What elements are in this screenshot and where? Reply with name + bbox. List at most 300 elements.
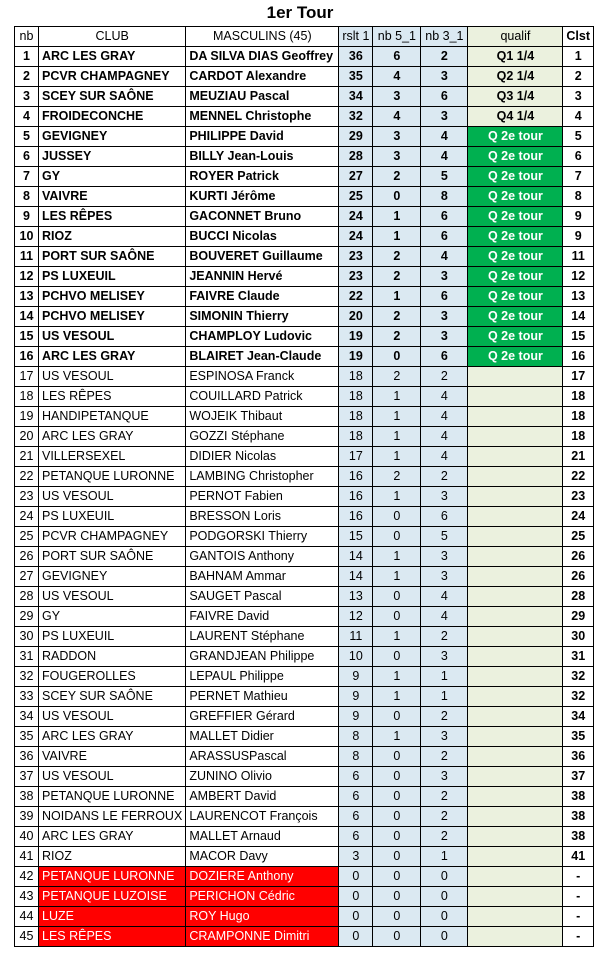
cell-rslt: 17	[339, 447, 373, 467]
cell-nb: 28	[15, 587, 39, 607]
cell-nb: 45	[15, 927, 39, 947]
cell-nb: 33	[15, 687, 39, 707]
header-nb3: nb 3_1	[421, 27, 468, 47]
cell-qualif	[468, 547, 563, 567]
cell-nb5: 1	[373, 627, 421, 647]
cell-nb5: 0	[373, 807, 421, 827]
cell-nb: 21	[15, 447, 39, 467]
cell-clst: 16	[563, 347, 594, 367]
cell-qualif	[468, 567, 563, 587]
cell-nb3: 4	[421, 147, 468, 167]
cell-clst: 38	[563, 787, 594, 807]
cell-clst: 32	[563, 687, 594, 707]
cell-rslt: 6	[339, 827, 373, 847]
header-nb5: nb 5_1	[373, 27, 421, 47]
cell-qualif	[468, 647, 563, 667]
cell-name: LAMBING Christopher	[186, 467, 339, 487]
header-masculins: MASCULINS (45)	[186, 27, 339, 47]
cell-nb3: 2	[421, 787, 468, 807]
header-nb: nb	[15, 27, 39, 47]
cell-nb: 24	[15, 507, 39, 527]
table-row	[15, 607, 594, 627]
cell-nb3: 6	[421, 287, 468, 307]
cell-club: GY	[39, 607, 186, 627]
cell-qualif: Q 2e tour	[468, 167, 563, 187]
cell-nb: 17	[15, 367, 39, 387]
cell-qualif	[468, 927, 563, 947]
cell-qualif: Q 2e tour	[468, 187, 563, 207]
table-header	[15, 27, 594, 47]
cell-clst: 31	[563, 647, 594, 667]
cell-club: PORT SUR SAÔNE	[39, 547, 186, 567]
table-row	[15, 647, 594, 667]
cell-nb3: 0	[421, 927, 468, 947]
cell-name: GOZZI Stéphane	[186, 427, 339, 447]
cell-rslt: 18	[339, 427, 373, 447]
cell-nb: 31	[15, 647, 39, 667]
cell-clst: -	[563, 927, 594, 947]
table-row	[15, 227, 594, 247]
table-row	[15, 67, 594, 87]
cell-nb: 35	[15, 727, 39, 747]
cell-nb3: 2	[421, 747, 468, 767]
cell-rslt: 8	[339, 747, 373, 767]
cell-nb3: 6	[421, 507, 468, 527]
cell-name: MENNEL Christophe	[186, 107, 339, 127]
cell-clst: -	[563, 867, 594, 887]
cell-nb5: 1	[373, 567, 421, 587]
cell-nb3: 3	[421, 767, 468, 787]
cell-nb3: 4	[421, 247, 468, 267]
cell-rslt: 18	[339, 387, 373, 407]
table-row	[15, 747, 594, 767]
cell-nb3: 1	[421, 687, 468, 707]
cell-nb: 27	[15, 567, 39, 587]
cell-club: PCVR CHAMPAGNEY	[39, 527, 186, 547]
table-row	[15, 367, 594, 387]
cell-clst: 26	[563, 567, 594, 587]
table-row	[15, 887, 594, 907]
cell-nb3: 4	[421, 447, 468, 467]
cell-nb5: 0	[373, 887, 421, 907]
cell-name: ARASSUSPascal	[186, 747, 339, 767]
cell-name: DOZIERE Anthony	[186, 867, 339, 887]
cell-name: LAURENT Stéphane	[186, 627, 339, 647]
cell-nb5: 1	[373, 287, 421, 307]
cell-club: ARC LES GRAY	[39, 727, 186, 747]
table-row	[15, 287, 594, 307]
cell-nb: 39	[15, 807, 39, 827]
cell-rslt: 36	[339, 47, 373, 67]
cell-nb3: 2	[421, 627, 468, 647]
cell-nb5: 2	[373, 307, 421, 327]
cell-clst: 8	[563, 187, 594, 207]
cell-club: PETANQUE LURONNE	[39, 787, 186, 807]
cell-nb: 32	[15, 667, 39, 687]
table-row	[15, 587, 594, 607]
cell-club: ARC LES GRAY	[39, 827, 186, 847]
cell-name: ESPINOSA Franck	[186, 367, 339, 387]
cell-qualif	[468, 867, 563, 887]
cell-qualif	[468, 887, 563, 907]
cell-nb: 37	[15, 767, 39, 787]
cell-nb3: 3	[421, 727, 468, 747]
table-row	[15, 307, 594, 327]
table-row	[15, 387, 594, 407]
cell-name: GRANDJEAN Philippe	[186, 647, 339, 667]
cell-nb5: 2	[373, 327, 421, 347]
cell-club: GEVIGNEY	[39, 127, 186, 147]
cell-nb5: 0	[373, 607, 421, 627]
cell-club: PS LUXEUIL	[39, 267, 186, 287]
cell-nb3: 3	[421, 327, 468, 347]
cell-nb3: 4	[421, 127, 468, 147]
cell-clst: -	[563, 907, 594, 927]
cell-qualif: Q1 1/4	[468, 47, 563, 67]
cell-nb3: 3	[421, 267, 468, 287]
table-row	[15, 667, 594, 687]
cell-club: PCHVO MELISEY	[39, 287, 186, 307]
cell-club: RIOZ	[39, 847, 186, 867]
cell-nb5: 3	[373, 127, 421, 147]
table-row	[15, 167, 594, 187]
cell-name: ROY Hugo	[186, 907, 339, 927]
cell-clst: 21	[563, 447, 594, 467]
cell-name: CHAMPLOY Ludovic	[186, 327, 339, 347]
cell-rslt: 0	[339, 887, 373, 907]
cell-nb3: 3	[421, 487, 468, 507]
cell-club: GEVIGNEY	[39, 567, 186, 587]
cell-club: US VESOUL	[39, 707, 186, 727]
cell-nb: 19	[15, 407, 39, 427]
cell-clst: 38	[563, 827, 594, 847]
table-row	[15, 567, 594, 587]
cell-nb5: 0	[373, 787, 421, 807]
cell-nb5: 1	[373, 667, 421, 687]
cell-nb: 3	[15, 87, 39, 107]
cell-nb5: 1	[373, 687, 421, 707]
cell-club: LUZE	[39, 907, 186, 927]
cell-nb3: 4	[421, 387, 468, 407]
cell-club: SCEY SUR SAÔNE	[39, 687, 186, 707]
cell-name: DA SILVA DIAS Geoffrey	[186, 47, 339, 67]
cell-clst: 41	[563, 847, 594, 867]
cell-nb5: 3	[373, 87, 421, 107]
cell-name: CARDOT Alexandre	[186, 67, 339, 87]
cell-nb3: 1	[421, 847, 468, 867]
cell-nb3: 4	[421, 407, 468, 427]
cell-nb3: 2	[421, 827, 468, 847]
cell-nb: 16	[15, 347, 39, 367]
cell-nb: 29	[15, 607, 39, 627]
cell-rslt: 11	[339, 627, 373, 647]
cell-clst: 3	[563, 87, 594, 107]
cell-nb: 6	[15, 147, 39, 167]
cell-nb5: 0	[373, 347, 421, 367]
cell-nb: 14	[15, 307, 39, 327]
cell-nb5: 0	[373, 847, 421, 867]
cell-nb: 7	[15, 167, 39, 187]
cell-nb3: 3	[421, 307, 468, 327]
cell-name: MALLET Didier	[186, 727, 339, 747]
cell-clst: 6	[563, 147, 594, 167]
cell-nb3: 3	[421, 547, 468, 567]
cell-rslt: 28	[339, 147, 373, 167]
cell-nb3: 2	[421, 367, 468, 387]
cell-nb5: 0	[373, 647, 421, 667]
cell-club: ARC LES GRAY	[39, 427, 186, 447]
header-qualif: qualif	[468, 27, 563, 47]
cell-nb: 4	[15, 107, 39, 127]
cell-qualif	[468, 747, 563, 767]
cell-nb3: 8	[421, 187, 468, 207]
cell-clst: 23	[563, 487, 594, 507]
cell-rslt: 3	[339, 847, 373, 867]
cell-club: ARC LES GRAY	[39, 347, 186, 367]
table-row	[15, 727, 594, 747]
table-row	[15, 507, 594, 527]
cell-nb5: 0	[373, 867, 421, 887]
cell-club: PETANQUE LURONNE	[39, 467, 186, 487]
cell-club: VAIVRE	[39, 747, 186, 767]
cell-clst: 34	[563, 707, 594, 727]
cell-rslt: 14	[339, 567, 373, 587]
cell-club: US VESOUL	[39, 367, 186, 387]
table-row	[15, 87, 594, 107]
cell-nb5: 2	[373, 247, 421, 267]
cell-clst: 12	[563, 267, 594, 287]
cell-name: BILLY Jean-Louis	[186, 147, 339, 167]
cell-qualif: Q 2e tour	[468, 247, 563, 267]
cell-clst: 17	[563, 367, 594, 387]
cell-clst: 1	[563, 47, 594, 67]
cell-nb5: 1	[373, 727, 421, 747]
cell-clst: 18	[563, 407, 594, 427]
cell-nb5: 0	[373, 707, 421, 727]
cell-rslt: 0	[339, 907, 373, 927]
cell-clst: 15	[563, 327, 594, 347]
results-table	[14, 26, 594, 947]
cell-nb: 15	[15, 327, 39, 347]
cell-name: BLAIRET Jean-Claude	[186, 347, 339, 367]
cell-clst: 9	[563, 227, 594, 247]
cell-nb3: 5	[421, 527, 468, 547]
header-rslt: rslt 1	[339, 27, 373, 47]
cell-nb5: 1	[373, 487, 421, 507]
cell-qualif	[468, 507, 563, 527]
cell-name: LAURENCOT François	[186, 807, 339, 827]
table-row	[15, 527, 594, 547]
cell-rslt: 6	[339, 787, 373, 807]
cell-qualif	[468, 487, 563, 507]
cell-qualif	[468, 627, 563, 647]
cell-clst: 29	[563, 607, 594, 627]
cell-nb: 41	[15, 847, 39, 867]
cell-rslt: 27	[339, 167, 373, 187]
cell-club: FOUGEROLLES	[39, 667, 186, 687]
table-row	[15, 447, 594, 467]
cell-clst: 18	[563, 427, 594, 447]
cell-rslt: 6	[339, 767, 373, 787]
cell-club: HANDIPETANQUE	[39, 407, 186, 427]
cell-qualif	[468, 707, 563, 727]
cell-qualif: Q4 1/4	[468, 107, 563, 127]
cell-nb: 26	[15, 547, 39, 567]
cell-nb3: 5	[421, 167, 468, 187]
table-row	[15, 267, 594, 287]
cell-name: PERNOT Fabien	[186, 487, 339, 507]
cell-qualif	[468, 767, 563, 787]
cell-qualif	[468, 847, 563, 867]
cell-name: PERNET Mathieu	[186, 687, 339, 707]
table-row	[15, 327, 594, 347]
cell-qualif	[468, 807, 563, 827]
cell-name: FAIVRE Claude	[186, 287, 339, 307]
cell-club: PCVR CHAMPAGNEY	[39, 67, 186, 87]
cell-club: SCEY SUR SAÔNE	[39, 87, 186, 107]
cell-club: PS LUXEUIL	[39, 627, 186, 647]
cell-nb5: 6	[373, 47, 421, 67]
cell-nb3: 2	[421, 467, 468, 487]
cell-nb3: 3	[421, 647, 468, 667]
cell-clst: 24	[563, 507, 594, 527]
cell-nb5: 0	[373, 587, 421, 607]
cell-rslt: 22	[339, 287, 373, 307]
header-clst: Clst	[563, 27, 594, 47]
cell-clst: -	[563, 887, 594, 907]
table-row	[15, 47, 594, 67]
cell-nb3: 2	[421, 707, 468, 727]
cell-nb5: 1	[373, 447, 421, 467]
cell-rslt: 16	[339, 487, 373, 507]
cell-club: VILLERSEXEL	[39, 447, 186, 467]
cell-clst: 13	[563, 287, 594, 307]
table-row	[15, 147, 594, 167]
cell-rslt: 34	[339, 87, 373, 107]
cell-name: KURTI Jérôme	[186, 187, 339, 207]
cell-nb5: 0	[373, 767, 421, 787]
cell-nb5: 2	[373, 467, 421, 487]
cell-clst: 5	[563, 127, 594, 147]
table-row	[15, 707, 594, 727]
cell-nb: 38	[15, 787, 39, 807]
cell-rslt: 9	[339, 707, 373, 727]
cell-nb: 18	[15, 387, 39, 407]
cell-nb5: 0	[373, 747, 421, 767]
cell-name: BRESSON Loris	[186, 507, 339, 527]
cell-nb3: 0	[421, 887, 468, 907]
cell-rslt: 15	[339, 527, 373, 547]
table-row	[15, 187, 594, 207]
cell-nb: 25	[15, 527, 39, 547]
cell-qualif: Q 2e tour	[468, 347, 563, 367]
cell-rslt: 8	[339, 727, 373, 747]
cell-nb5: 0	[373, 907, 421, 927]
cell-rslt: 16	[339, 467, 373, 487]
cell-nb5: 2	[373, 367, 421, 387]
cell-rslt: 14	[339, 547, 373, 567]
cell-nb3: 3	[421, 107, 468, 127]
cell-nb: 42	[15, 867, 39, 887]
cell-nb5: 0	[373, 827, 421, 847]
cell-nb5: 3	[373, 147, 421, 167]
cell-name: PERICHON Cédric	[186, 887, 339, 907]
cell-name: GANTOIS Anthony	[186, 547, 339, 567]
cell-qualif: Q3 1/4	[468, 87, 563, 107]
cell-nb: 13	[15, 287, 39, 307]
cell-rslt: 10	[339, 647, 373, 667]
cell-clst: 37	[563, 767, 594, 787]
header-club: CLUB	[39, 27, 186, 47]
cell-nb5: 0	[373, 507, 421, 527]
cell-name: BUCCI Nicolas	[186, 227, 339, 247]
cell-clst: 2	[563, 67, 594, 87]
table-row	[15, 247, 594, 267]
cell-rslt: 20	[339, 307, 373, 327]
cell-qualif	[468, 667, 563, 687]
cell-rslt: 24	[339, 227, 373, 247]
cell-rslt: 23	[339, 267, 373, 287]
cell-nb: 1	[15, 47, 39, 67]
table-row	[15, 127, 594, 147]
cell-nb5: 1	[373, 407, 421, 427]
cell-qualif	[468, 467, 563, 487]
page-title: 1er Tour	[266, 3, 334, 22]
cell-club: RIOZ	[39, 227, 186, 247]
cell-rslt: 19	[339, 327, 373, 347]
table-row	[15, 847, 594, 867]
cell-qualif: Q 2e tour	[468, 287, 563, 307]
cell-rslt: 29	[339, 127, 373, 147]
cell-name: MEUZIAU Pascal	[186, 87, 339, 107]
table-row	[15, 767, 594, 787]
cell-clst: 4	[563, 107, 594, 127]
cell-nb3: 6	[421, 207, 468, 227]
cell-qualif	[468, 727, 563, 747]
cell-qualif	[468, 607, 563, 627]
cell-nb5: 2	[373, 167, 421, 187]
cell-nb5: 1	[373, 387, 421, 407]
cell-nb: 43	[15, 887, 39, 907]
cell-nb: 5	[15, 127, 39, 147]
cell-club: PETANQUE LUZOISE	[39, 887, 186, 907]
cell-nb3: 0	[421, 867, 468, 887]
cell-nb5: 4	[373, 67, 421, 87]
cell-nb: 40	[15, 827, 39, 847]
cell-nb3: 4	[421, 427, 468, 447]
cell-name: FAIVRE David	[186, 607, 339, 627]
cell-qualif: Q 2e tour	[468, 267, 563, 287]
cell-qualif: Q 2e tour	[468, 207, 563, 227]
cell-qualif: Q 2e tour	[468, 227, 563, 247]
cell-name: PODGORSKI Thierry	[186, 527, 339, 547]
cell-nb: 20	[15, 427, 39, 447]
cell-rslt: 9	[339, 687, 373, 707]
table-row	[15, 107, 594, 127]
cell-qualif	[468, 427, 563, 447]
table-row	[15, 407, 594, 427]
cell-name: MACOR Davy	[186, 847, 339, 867]
cell-club: LES RÊPES	[39, 387, 186, 407]
cell-clst: 26	[563, 547, 594, 567]
cell-rslt: 0	[339, 867, 373, 887]
cell-rslt: 25	[339, 187, 373, 207]
cell-clst: 28	[563, 587, 594, 607]
cell-clst: 9	[563, 207, 594, 227]
cell-name: COUILLARD Patrick	[186, 387, 339, 407]
cell-name: SAUGET Pascal	[186, 587, 339, 607]
cell-name: BOUVERET Guillaume	[186, 247, 339, 267]
